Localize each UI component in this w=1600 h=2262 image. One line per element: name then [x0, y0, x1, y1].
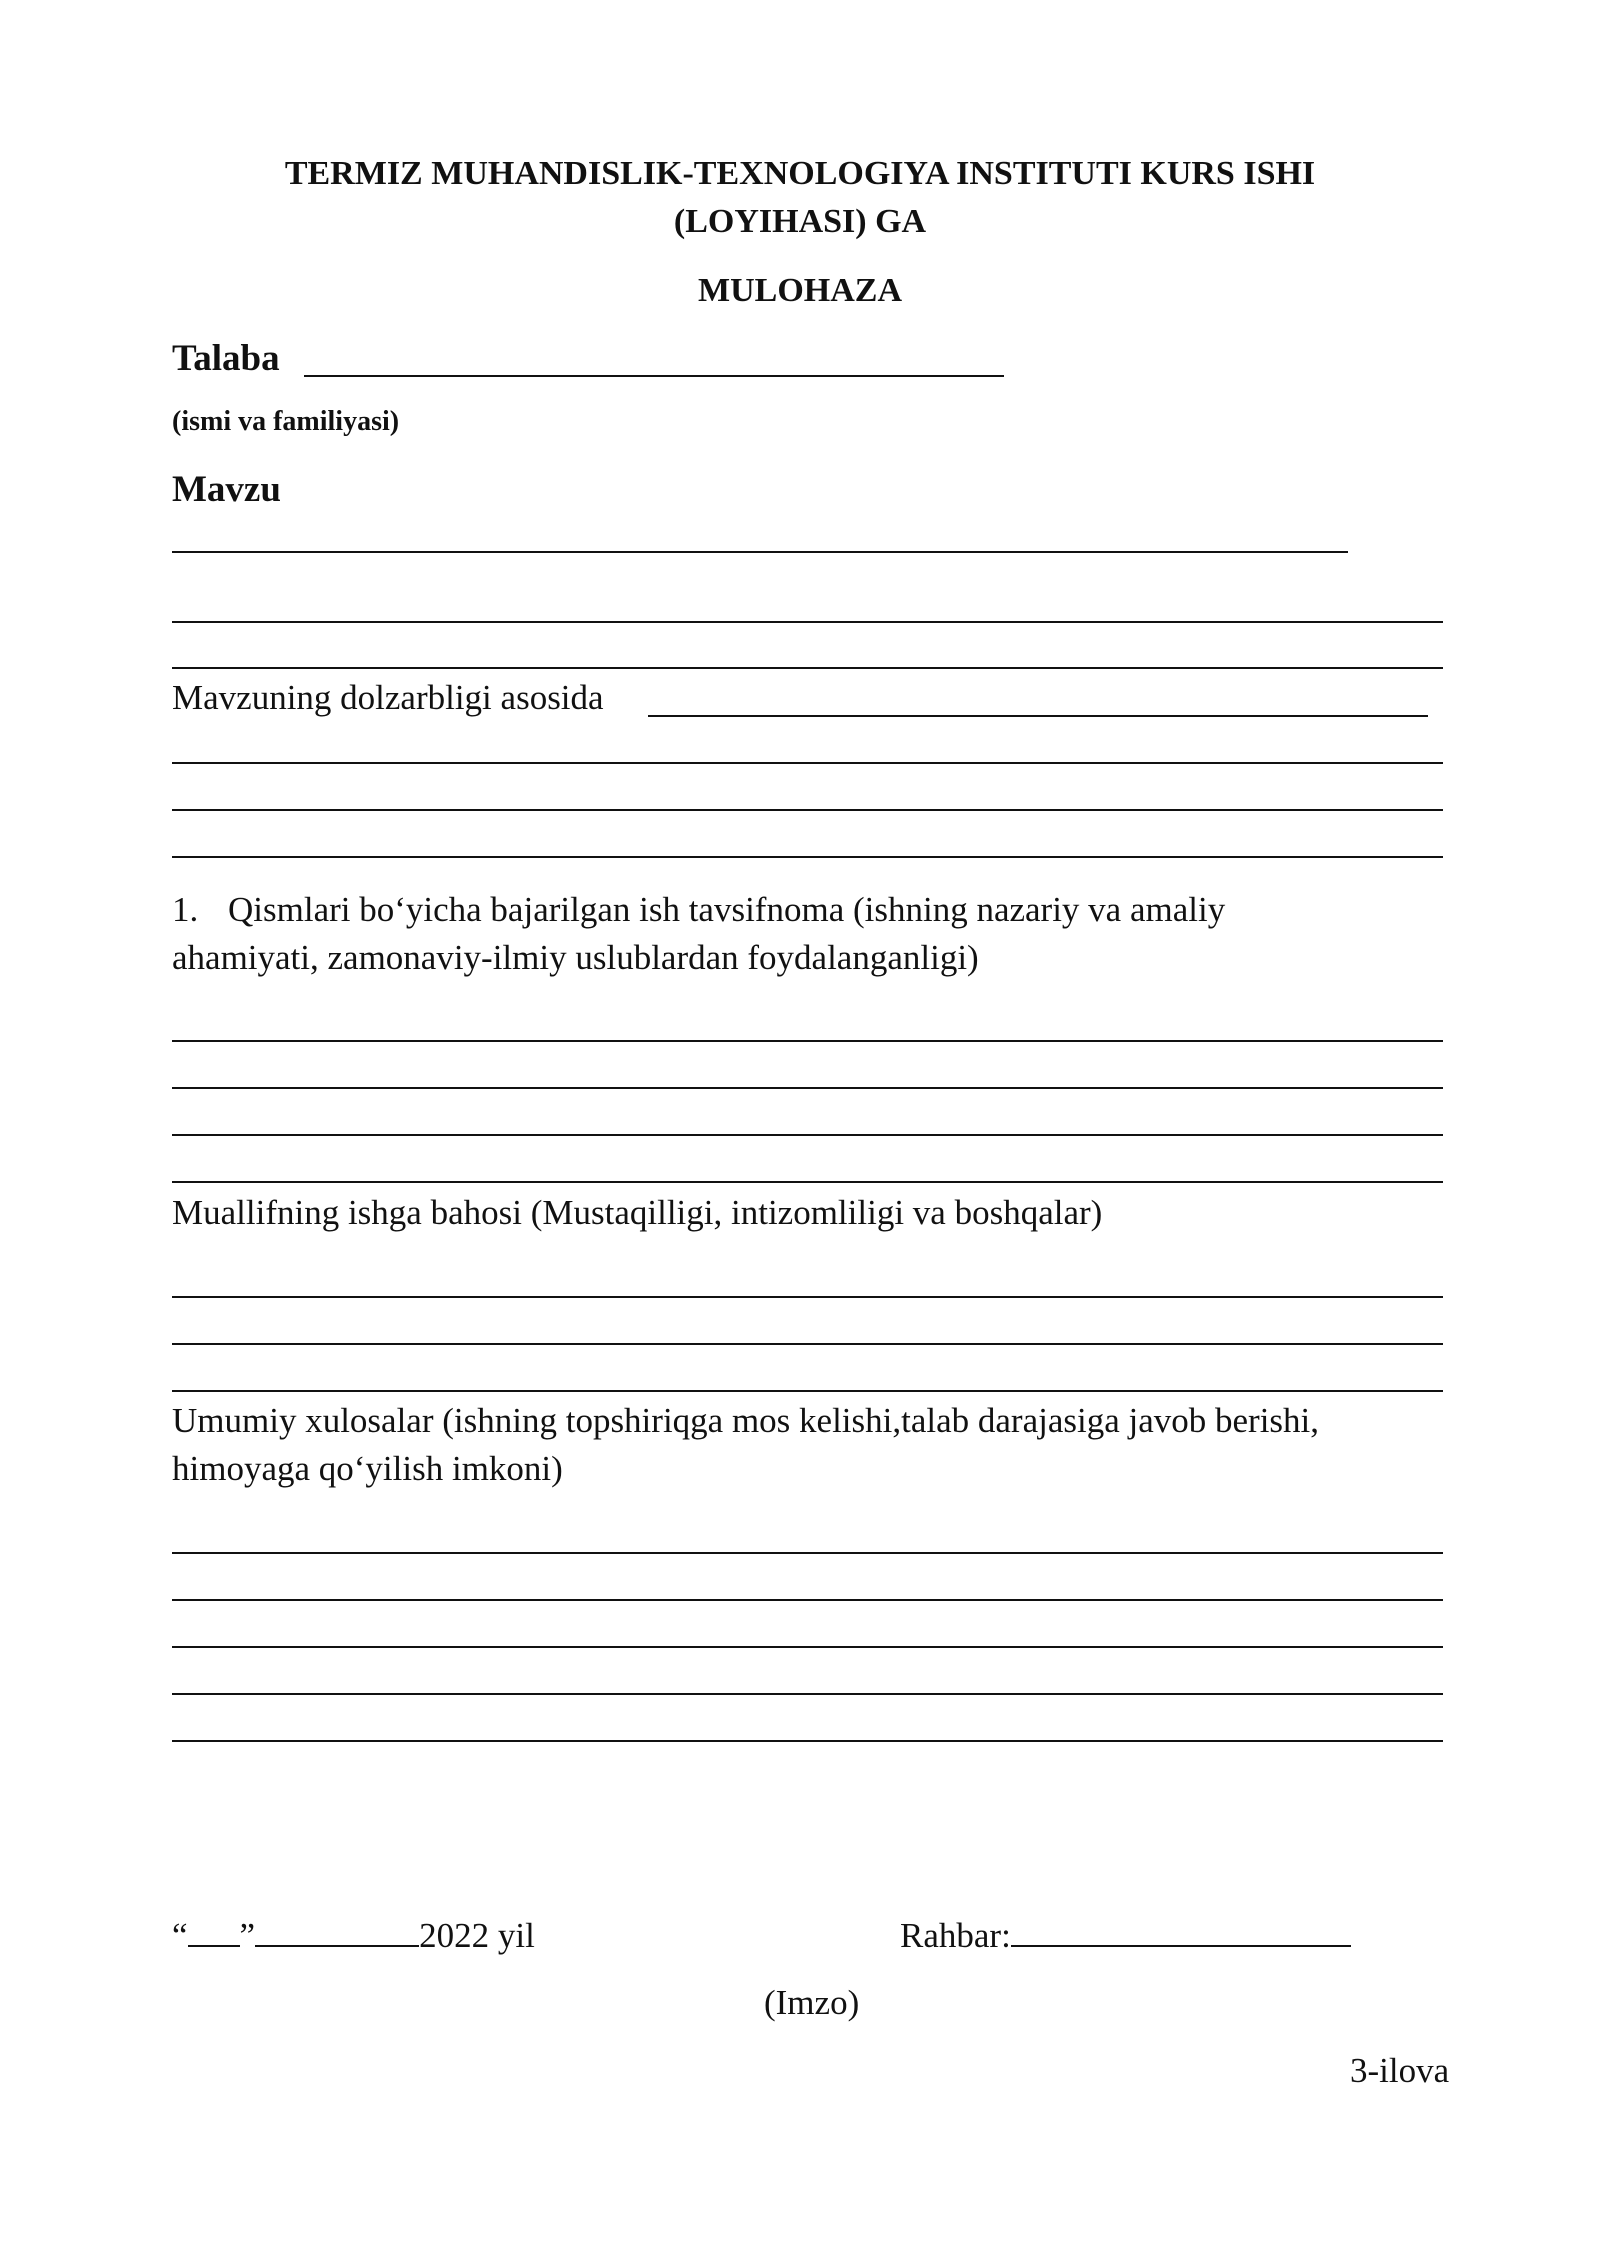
- supervisor-field: [900, 1915, 1351, 1953]
- conclusions-answer-line-3[interactable]: [172, 1646, 1443, 1648]
- section-1-answer-line-2[interactable]: [172, 1087, 1443, 1089]
- conclusions-answer-line-1[interactable]: [172, 1552, 1443, 1554]
- author-assessment-label: Muallifning ishga bahosi (Mustaqilligi, intizomliligi va boshqalar): [172, 1193, 1103, 1232]
- supervisor-label: Rahbar:: [900, 1916, 1011, 1955]
- author-answer-line-3[interactable]: [172, 1390, 1443, 1392]
- student-hint: (ismi va familiyasi): [172, 406, 400, 437]
- section-1-answer-line-1[interactable]: [172, 1040, 1443, 1042]
- title-line-1: TERMIZ MUHANDISLIK-TEXNOLOGIYA INSTITUTI KURS ISHI: [284, 155, 1316, 192]
- section-1-answer-line-3[interactable]: [172, 1134, 1443, 1136]
- author-answer-line-1[interactable]: [172, 1296, 1443, 1298]
- date-month-blank[interactable]: [255, 1915, 419, 1947]
- topic-line-1[interactable]: [172, 551, 1348, 553]
- student-label: Talaba: [172, 338, 280, 379]
- conclusions-line-1: Umumiy xulosalar (ishning topshiriqga mos kelishi,talab darajasiga javob berishi,: [172, 1401, 1320, 1440]
- relevance-line-3[interactable]: [172, 809, 1443, 811]
- topic-label: Mavzu: [172, 469, 281, 510]
- conclusions-answer-line-2[interactable]: [172, 1599, 1443, 1601]
- conclusions-line-2: himoyaga qo‘yilish imkoni): [172, 1449, 563, 1488]
- relevance-line-1[interactable]: [648, 715, 1428, 717]
- relevance-label: Mavzuning dolzarbligi asosida: [172, 678, 604, 717]
- topic-line-2[interactable]: [172, 621, 1443, 623]
- relevance-line-2[interactable]: [172, 762, 1443, 764]
- conclusions-answer-line-4[interactable]: [172, 1693, 1443, 1695]
- student-name-line[interactable]: [304, 375, 1004, 377]
- relevance-line-4[interactable]: [172, 856, 1443, 858]
- conclusions-answer-line-5[interactable]: [172, 1740, 1443, 1742]
- section-1-number: 1.: [172, 890, 199, 929]
- section-1-line-2: ahamiyati, zamonaviy-ilmiy uslublardan foydalanganligi): [172, 938, 979, 977]
- date-year: 2022 yil: [419, 1916, 535, 1955]
- appendix-label: 3-ilova: [1350, 2051, 1450, 2090]
- section-1-answer-line-4[interactable]: [172, 1181, 1443, 1183]
- title-line-3: MULOHAZA: [698, 272, 902, 309]
- author-answer-line-2[interactable]: [172, 1343, 1443, 1345]
- signature-hint: (Imzo): [764, 1983, 860, 2022]
- date-open-quote: “: [172, 1916, 188, 1955]
- date-close-quote: ”: [239, 1916, 256, 1955]
- topic-line-3[interactable]: [172, 667, 1443, 669]
- section-1-line-1: Qismlari bo‘yicha bajarilgan ish tavsifnoma (ishning nazariy va amaliy: [228, 890, 1226, 929]
- date-field: [172, 1915, 535, 1953]
- supervisor-signature-line[interactable]: [1011, 1915, 1351, 1947]
- date-day-blank[interactable]: [188, 1915, 240, 1947]
- title-line-2: (LOYIHASI) GA: [673, 203, 927, 240]
